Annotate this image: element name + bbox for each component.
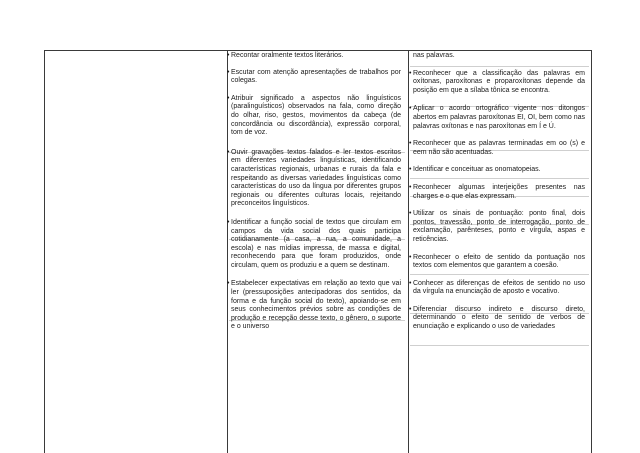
list-item (409, 69, 585, 96)
bullet-icon: • (409, 166, 412, 174)
table-left-border (44, 50, 45, 453)
list-item (409, 105, 585, 131)
bullet-icon: • (409, 210, 412, 218)
list-item-text: Estabelecer expectativas em relação ao texto que vai ler (pressuposições antecipadoras dos sentidos, da forma e da função social do texto), apoiando-se em seus conhecimentos prévios sobre as condições de produção e recepção desse texto, o gênero, o suporte e o universo (231, 280, 401, 331)
list-item-text: Reconhecer algumas interjeições presentes nas charges e o que elas expressam. (413, 183, 585, 200)
continued-text-line: nas palavras. (413, 52, 455, 59)
list-item (227, 148, 401, 209)
skills-column-right (409, 52, 585, 332)
bullet-icon: • (227, 94, 230, 102)
continued-text (413, 52, 585, 61)
bullet-icon: • (409, 305, 412, 313)
bullet-icon: • (227, 280, 230, 288)
list-item (227, 94, 401, 138)
list-item-text: Conhecer as diferenças de efeitos de sentido no uso da vírgula na enunciação de aposto e vocativo. (413, 279, 585, 296)
list-item (227, 218, 401, 271)
list-item-text: Utilizar os sinais de pontuação: ponto final, dois pontos, travessão, ponto de interrogação, ponto de exclamação, parênteses, ponto e vírgula, aspas e reticências. (413, 210, 585, 243)
list-item (227, 52, 401, 61)
list-item-text: Atribuir significado a aspectos não linguísticos (paralinguísticos) observados na fala, como direção do olhar, riso, gestos, movimentos da cabeça (de concordância ou discordância), expressão corporal, tom de voz. (231, 94, 401, 137)
column-divider-1 (227, 50, 228, 453)
list-item-text: Aplicar o acordo ortográfico vigente nos ditongos abertos em palavras paroxítonas EI, OI, bem como nas palavras oxítonas e nas paroxítonas em Í e Ú. (413, 105, 585, 130)
skills-column-left (227, 52, 401, 332)
bullet-icon: • (409, 105, 412, 113)
bullet-icon: • (409, 279, 412, 287)
list-item (409, 279, 585, 297)
right-separator (410, 345, 589, 346)
list-item-text: Ouvir gravações textos falados e ler textos escritos em diferentes variedades linguísticas, identificando características regionais, urbanas e rurais da fala e respeitando as diversas variedades linguísticas como características do uso da língua por diferentes grupos regionais ou diferentes culturas locais, rejeitando preconceitos linguísticos. (231, 148, 401, 208)
bullet-icon: • (227, 68, 230, 76)
list-item (227, 68, 401, 86)
list-item-text: Reconhecer que a classificação das palavras em oxítonas, paroxítonas e proparoxítonas depende da posição em que a sílaba tônica se encontra. (413, 69, 585, 94)
bullet-icon: • (409, 140, 412, 148)
bullet-icon: • (409, 183, 412, 191)
table-right-border (591, 50, 592, 453)
list-item (409, 140, 585, 157)
list-item (409, 210, 585, 244)
bullet-icon: • (227, 148, 230, 156)
list-item (227, 280, 401, 332)
list-item-text: Diferenciar discurso indireto e discurso direto, determinando o efeito de sentido de verbos de enunciação e explicando o uso de variedades (413, 305, 585, 331)
list-item-text: Recontar oralmente textos literários. (231, 52, 344, 59)
list-item-text: Identificar e conceituar as onomatopeias. (413, 166, 541, 174)
list-item (409, 253, 585, 271)
list-item-text: Escutar com atenção apresentações de trabalhos por colegas. (231, 68, 401, 85)
bullet-icon: • (227, 218, 230, 226)
list-item (409, 183, 585, 201)
bullet-icon: • (409, 69, 412, 77)
table-top-border (44, 50, 592, 51)
list-item-text: Reconhecer o efeito de sentido da pontuação nos textos com elementos que garantem a coesão. (413, 253, 585, 270)
list-item (409, 305, 585, 332)
bullet-icon: • (409, 253, 412, 261)
list-item-text: Reconhecer que as palavras terminadas em oo (s) e eem não são acentuadas. (413, 140, 585, 156)
bullet-icon: • (227, 52, 230, 59)
list-item-text: Identificar a função social de textos que circulam em campos da vida social dos quais participa cotidianamente (a casa, a rua, a comunidade, a escola) e nas mídias impressa, de massa e digital, reconhecendo para que foram produzidos, onde circulam, quem os produziu e a quem se destinam. (231, 218, 401, 269)
list-item (409, 166, 585, 175)
